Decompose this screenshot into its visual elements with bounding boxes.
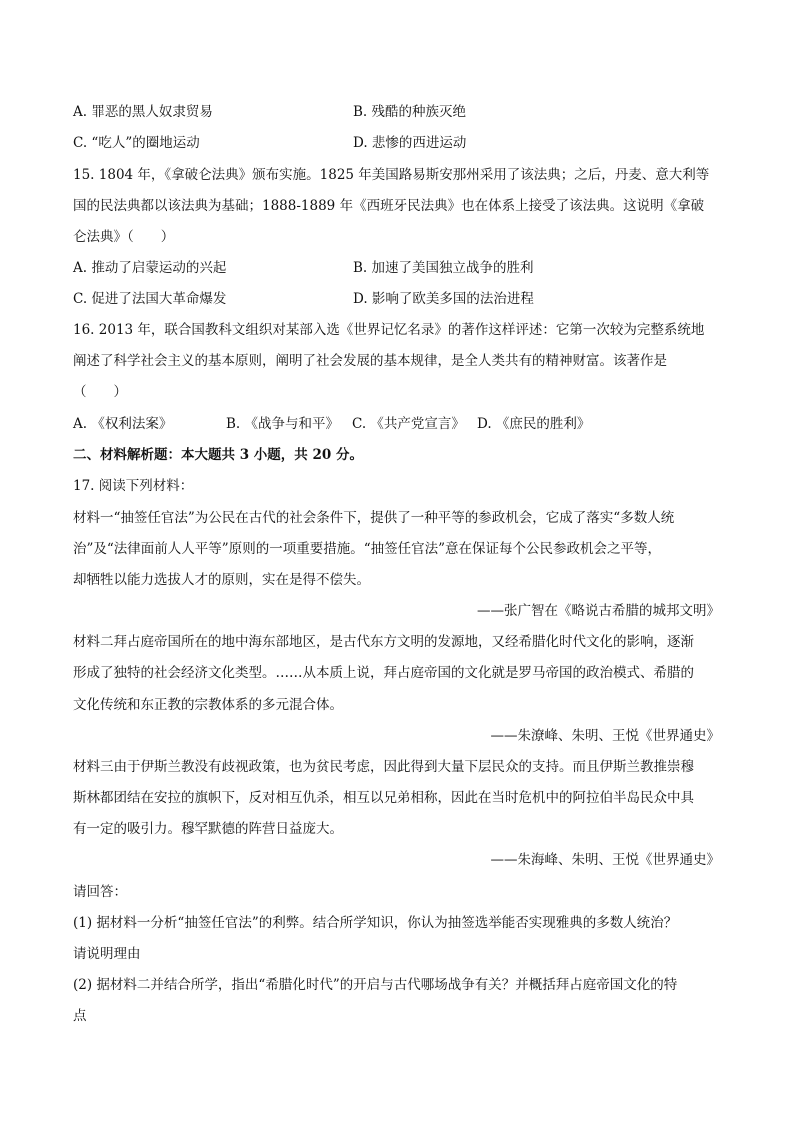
q16-stem-line-3: （ ） <box>73 384 127 400</box>
q17-sub-1-line-1: (1) 据材料一分析“抽签任官法”的利弊。结合所学知识，你认为抽签选举能否实现雅典的多数人统治？ <box>73 915 678 931</box>
q17-sub-1-line-2: 请说明理由 <box>73 946 141 962</box>
q17-material-1-line-2: 治”及“法律面前人人平等”原则的一项重要措施。“抽签任官法”意在保证每个公民参政机会之平等， <box>73 541 662 557</box>
q17-material-2-line-3: 文化传统和东正教的宗教体系的多元混合体。 <box>73 697 343 713</box>
q17-material-3-line-3: 有一定的吸引力。穆罕默德的阵营日益庞大。 <box>73 821 343 837</box>
q17-intro: 17. 阅读下列材料： <box>73 478 194 494</box>
q16-stem-line-2: 阐述了科学社会主义的基本原则，阐明了社会发展的基本规律，是全人类共有的精神财富。该著作是 <box>73 353 667 369</box>
q17-material-2-line-2: 形成了独特的社会经济文化类型。……从本质上说，拜占庭帝国的文化就是罗马帝国的政治模式、希腊的 <box>73 665 694 681</box>
q17-sub-2-line-2: 点 <box>73 1008 87 1024</box>
q14-option-c: C. “吃人”的圈地运动 <box>73 135 200 151</box>
q17-material-1-source: ——张广智在《略说古希腊的城邦文明》 <box>477 603 720 619</box>
q15-stem-line-1: 15. 1804 年，《拿破仑法典》颁布实施。1825 年美国路易斯安那州采用了该法典；之后，丹麦、意大利等 <box>73 167 710 183</box>
q16-stem-line-1: 16. 2013 年，联合国教科文组织对某部入选《世界记忆名录》的著作这样评述：它第一次较为完整系统地 <box>73 322 705 338</box>
q16-options-row <box>73 414 590 434</box>
q16-option-a: A. 《权利法案》 <box>73 416 173 432</box>
q16-option-d: D. 《庶民的胜利》 <box>477 416 591 432</box>
q15-option-b: B. 加速了美国独立战争的胜利 <box>353 260 534 276</box>
q17-material-3-line-2: 斯林都团结在安拉的旗帜下，反对相互仇杀，相互以兄弟相称，因此在当时危机中的阿拉伯半岛民众中具 <box>73 790 694 806</box>
q15-option-d: D. 影响了欧美多国的法治进程 <box>353 291 534 307</box>
q15-stem-line-2: 国的民法典都以该法典为基础；1888-1889 年《西班牙民法典》也在体系上接受了该法典。这说明《拿破 <box>73 198 705 214</box>
q17-ask: 请回答： <box>73 884 127 900</box>
q15-stem-line-3: 仑法典》（ ） <box>73 229 175 245</box>
q14-option-a: A. 罪恶的黑人奴隶贸易 <box>73 104 213 120</box>
q14-option-b: B. 残酷的种族灭绝 <box>353 104 467 120</box>
q17-material-2-line-1: 材料二拜占庭帝国所在的地中海东部地区，是古代东方文明的发源地，又经希腊化时代文化的影响，逐渐 <box>73 634 694 650</box>
q14-option-d: D. 悲惨的西进运动 <box>353 135 467 151</box>
section-2-heading: 二、材料解析题：本大题共 3 小题，共 20 分。 <box>73 447 363 463</box>
q17-material-1-line-1: 材料一“抽签任官法”为公民在古代的社会条件下，提供了一种平等的参政机会，它成了落实“多数人统 <box>73 510 675 526</box>
q16-option-b: B. 《战争与和平》 <box>226 416 340 432</box>
q17-material-3-source: ——朱海峰、朱明、王悦《世界通史》 <box>490 852 720 868</box>
q17-sub-2-line-1: (2) 据材料二并结合所学，指出“希腊化时代”的开启与古代哪场战争有关？并概括拜占庭帝国文化的特 <box>73 977 678 993</box>
q16-option-c: C. 《共产党宣言》 <box>352 416 465 432</box>
q15-option-a: A. 推动了启蒙运动的兴起 <box>73 260 227 276</box>
q15-option-c: C. 促进了法国大革命爆发 <box>73 291 227 307</box>
q17-material-2-source: ——朱潦峰、朱明、王悦《世界通史》 <box>490 728 720 744</box>
q17-material-3-line-1: 材料三由于伊斯兰教没有歧视政策，也为贫民考虑，因此得到大量下层民众的支持。而且伊斯兰教推崇穆 <box>73 759 694 775</box>
q17-material-1-line-3: 却牺牲以能力选拔人才的原则，实在是得不偿失。 <box>73 572 370 588</box>
